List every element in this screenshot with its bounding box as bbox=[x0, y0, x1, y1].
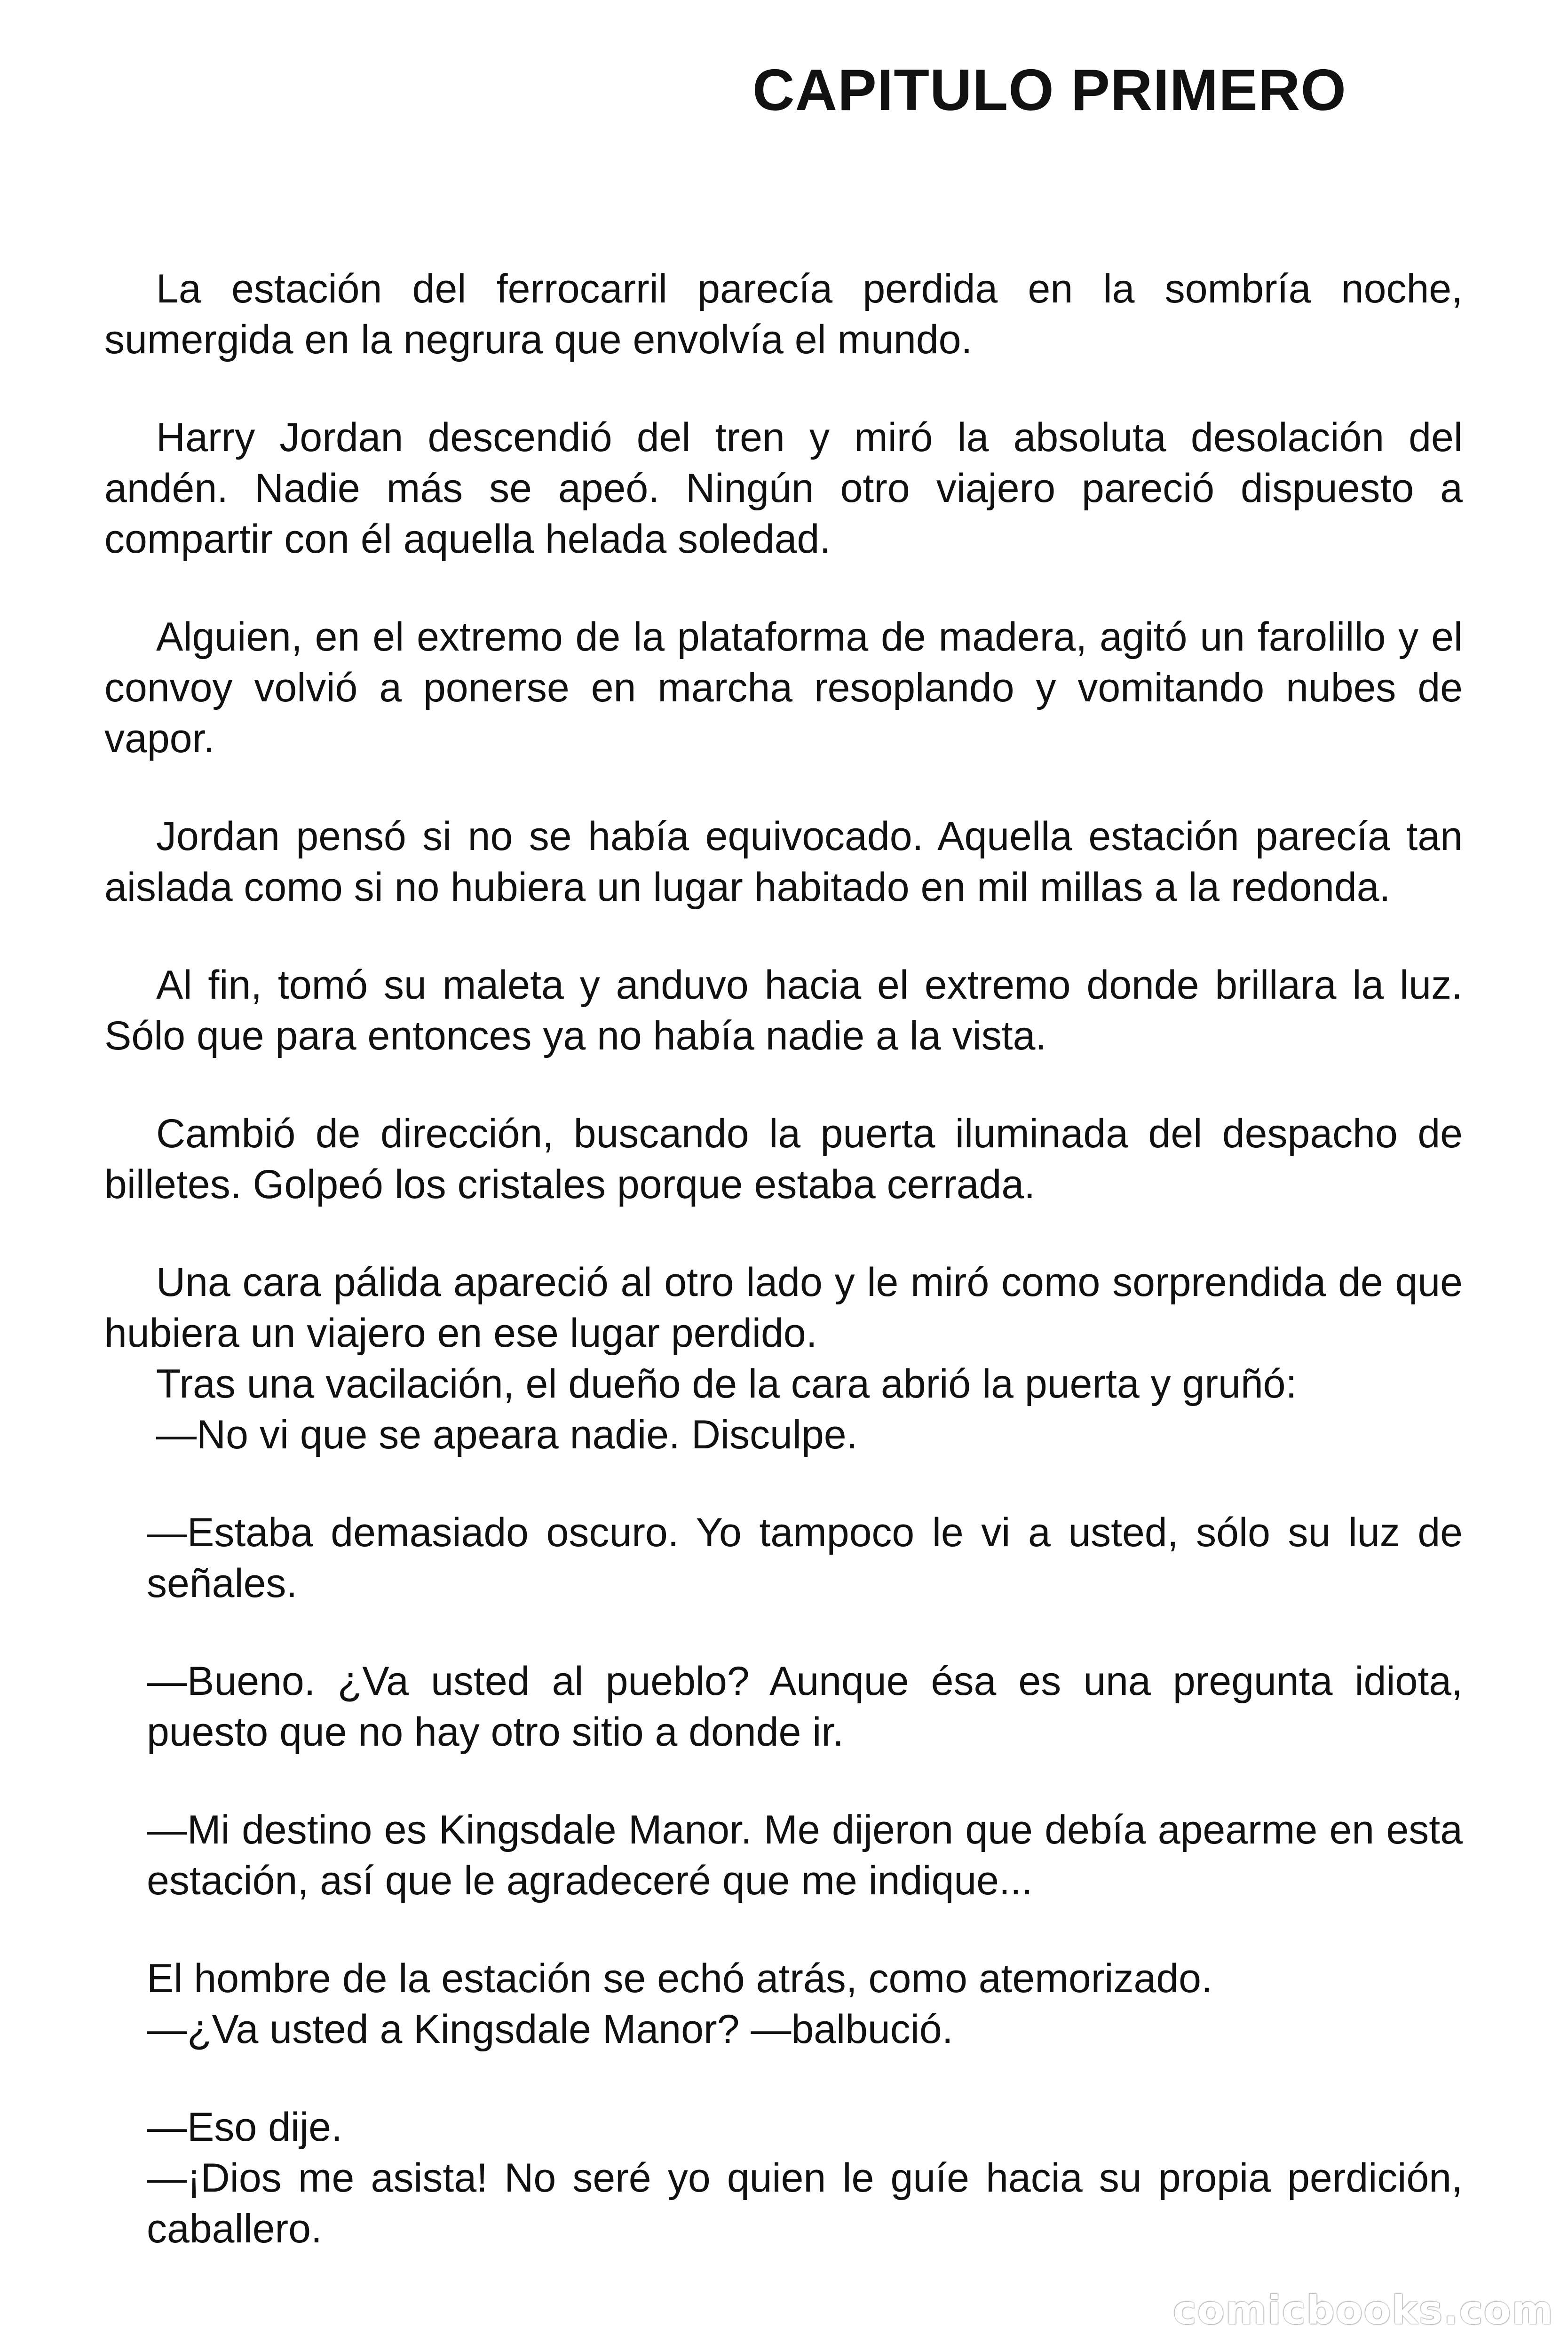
paragraph: Harry Jordan descendió del tren y miró la absoluta desolación del andén. Nadie más se apeó. Ningún otro viajero pareció dispuesto a compartir con él aquella helada soledad. bbox=[104, 415, 1463, 562]
paragraph: Jordan pensó si no se había equivocado. Aquella estación parecía tan aislada como si no hubiera un lugar habitado en mil millas a la redonda. bbox=[104, 814, 1463, 910]
dialogue-line: —¡Dios me asista! No seré yo quien le guíe hacia su propia perdición, caballero. bbox=[147, 2155, 1463, 2251]
paragraph: Cambió de dirección, buscando la puerta iluminada del despacho de billetes. Golpeó los cristales porque estaba cerrada. bbox=[104, 1111, 1463, 1207]
dialogue-line: —No vi que se apeara nadie. Disculpe. bbox=[156, 1412, 858, 1457]
dialogue-line: —¿Va usted a Kingsdale Manor? —balbució. bbox=[147, 2007, 953, 2052]
dialogue-line: —Estaba demasiado oscuro. Yo tampoco le vi a usted, sólo su luz de señales. bbox=[147, 1510, 1463, 1606]
paragraph: Una cara pálida apareció al otro lado y le miró como sorprendida de que hubiera un viajero en ese lugar perdido. bbox=[104, 1260, 1463, 1356]
paragraph: Al fin, tomó su maleta y anduvo hacia el extremo donde brillara la luz. Sólo que para entonces ya no había nadie a la vista. bbox=[104, 962, 1463, 1058]
body-text bbox=[104, 263, 1463, 2254]
paragraph: La estación del ferrocarril parecía perdida en la sombría noche, sumergida en la negrura que envolvía el mundo. bbox=[104, 266, 1463, 362]
dialogue-line: —Mi destino es Kingsdale Manor. Me dijeron que debía apearme en esta estación, así que le agradeceré que me indique... bbox=[147, 1807, 1463, 1903]
paragraph: El hombre de la estación se echó atrás, como atemorizado. bbox=[147, 1956, 1212, 2001]
paragraph: Alguien, en el extremo de la plataforma de madera, agitó un farolillo y el convoy volvió a ponerse en marcha resoplando y vomitando nubes de vapor. bbox=[104, 614, 1463, 761]
dialogue-line: —Bueno. ¿Va usted al pueblo? Aunque ésa es una pregunta idiota, puesto que no hay otro sitio a donde ir. bbox=[147, 1659, 1463, 1755]
chapter-title: CAPITULO PRIMERO bbox=[752, 58, 1346, 123]
dialogue-line: —Eso dije. bbox=[147, 2105, 342, 2150]
watermark: comicbooks.com bbox=[1173, 2287, 1554, 2333]
paragraph: Tras una vacilación, el dueño de la cara abrió la puerta y gruñó: bbox=[156, 1361, 1297, 1406]
